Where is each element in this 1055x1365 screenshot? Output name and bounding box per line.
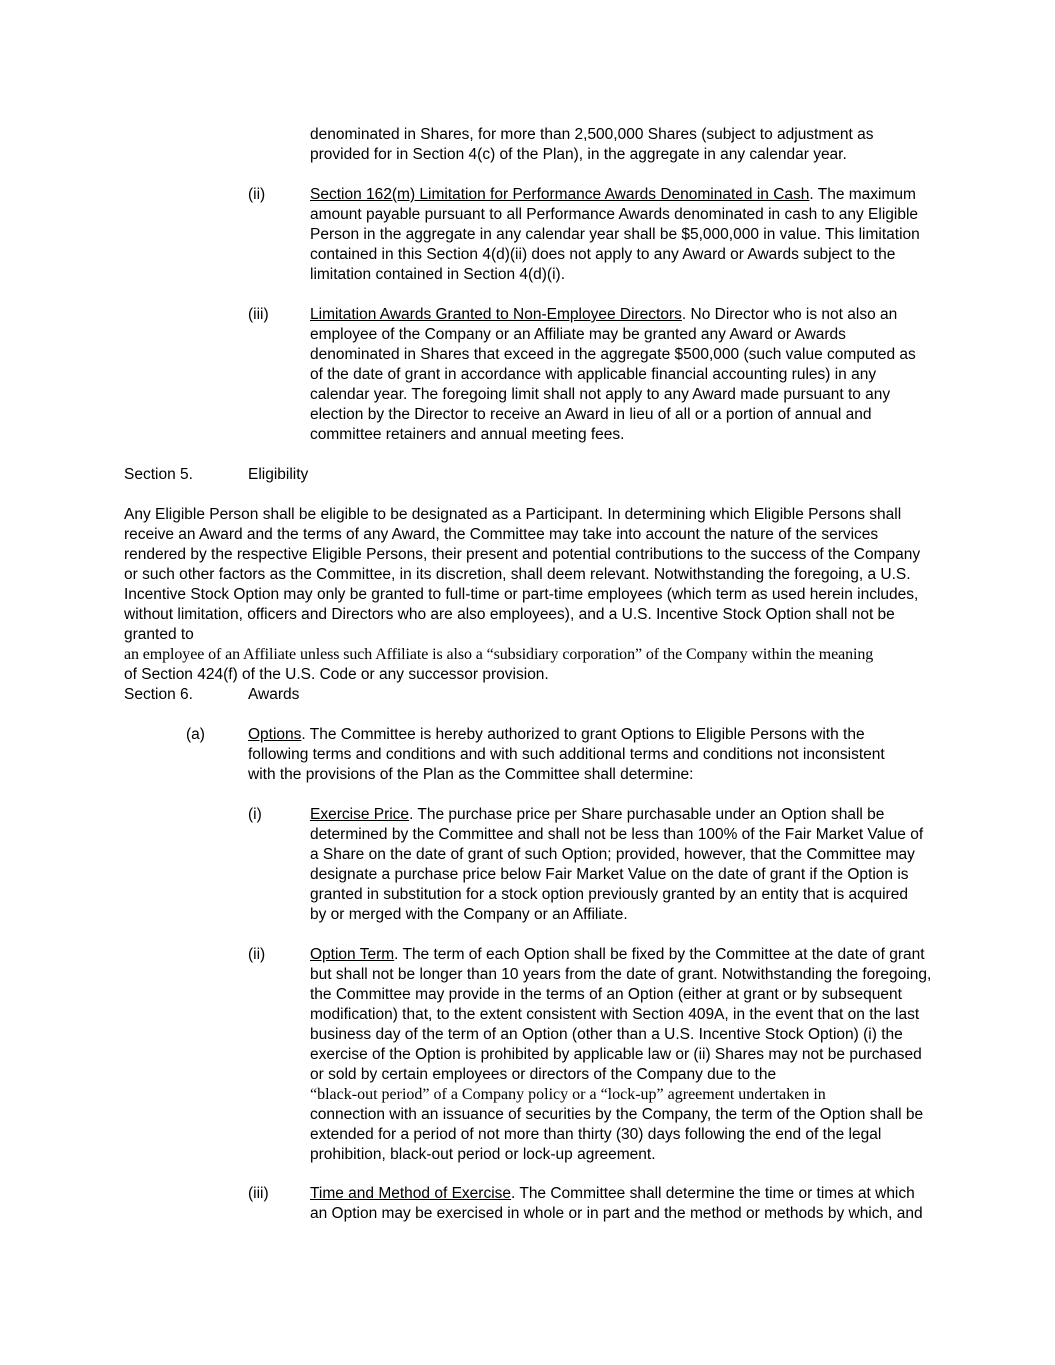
section5-body-part1: Any Eligible Person shall be eligible to be designated as a Participant. In determining which Eligible Persons shall receive an Award and the terms of any Award, the Committee may take into account the nature of the services rendered by the respective Eligible Persons, their present and potential contributions to the success of the Company or such other factors as the Committee, in its discretion, shall deem relevant. Notwithstanding the foregoing, a U.S. Incentive Stock Option may only be granted to full-time or part-time employees (which term as used herein includes, without limitation, officers and Directors who are also employees), and a U.S. Incentive Stock Option shall not be granted to <box>124 506 921 643</box>
item-marker: (ii) <box>248 946 266 963</box>
item-heading: Option Term <box>310 946 395 963</box>
section4-continuation-text: denominated in Shares, for more than 2,500,000 Shares (subject to adjustment as provided for in Section 4(c) of the Plan), in the aggregate in any calendar year. <box>310 126 874 163</box>
section6-item-i <box>310 805 926 925</box>
section6-item-iii <box>310 1184 932 1224</box>
item-marker: (ii) <box>248 186 266 203</box>
section6-subsection-a <box>248 725 908 785</box>
item-body: . The Committee shall determine the time or times at which an Option may be exercised in whole or in part and the method or methods by which, and <box>310 1185 923 1222</box>
section5-body-part3: of Section 424(f) of the U.S. Code or any successor provision. <box>124 666 549 683</box>
item-heading: Time and Method of Exercise <box>310 1185 512 1202</box>
subsection-marker: (a) <box>186 726 205 743</box>
item-heading: Limitation Awards Granted to Non-Employee Directors <box>310 306 682 323</box>
section6-title: Awards <box>248 686 300 703</box>
section6-number: Section 6. <box>124 686 193 703</box>
item-marker: (i) <box>248 806 262 823</box>
item-body-part2: “black-out period” of a Company policy or a “lock-up” agreement undertaken in <box>310 1086 826 1103</box>
item-body: . No Director who is not also an employee of the Company or an Affiliate may be granted any Award or Awards denominated in Shares that exceed in the aggregate $500,000 (such value computed as of the date of grant in accordance with applicable financial accounting rules) in any calendar year. The foregoing limit shall not apply to any Award made pursuant to any election by the Director to receive an Award in lieu of all or a portion of annual and committee retainers and annual meeting fees. <box>310 306 916 443</box>
subsection-body: . The Committee is hereby authorized to grant Options to Eligible Persons with the following terms and conditions and with such additional terms and conditions not inconsistent with the provisions of the Plan as the Committee shall determine: <box>248 726 885 783</box>
section5-body <box>124 505 932 685</box>
item-heading: Exercise Price <box>310 806 410 823</box>
item-body-part1: . The term of each Option shall be fixed by the Committee at the date of grant but shall not be longer than 10 years from the date of grant. Notwithstanding the foregoing, the Committee may provide in the terms of an Option (either at grant or by subsequent modification) that, to the extent consistent with Section 409A, in the event that on the last business day of the term of an Option (other than a U.S. Incentive Stock Option) (i) the exercise of the Option is prohibited by applicable law or (ii) Shares may not be purchased or sold by certain employees or directors of the Company due to the <box>310 946 932 1083</box>
section6-item-ii <box>310 945 932 1165</box>
section5-body-part2: an employee of an Affiliate unless such Affiliate is also a “subsidiary corporation” of the Company within the meaning <box>124 646 874 663</box>
section5-number: Section 5. <box>124 466 193 483</box>
section5-title: Eligibility <box>248 466 309 483</box>
item-marker: (iii) <box>248 1185 269 1202</box>
section4-item-ii <box>310 185 930 285</box>
item-body: . The purchase price per Share purchasable under an Option shall be determined by the Committee and shall not be less than 100% of the Fair Market Value of a Share on the date of grant of such Option; provided, however, that the Committee may designate a purchase price below Fair Market Value on the date of grant if the Option is granted in substitution for a stock option previously granted by an entity that is acquired by or merged with the Company or an Affiliate. <box>310 806 924 923</box>
item-marker: (iii) <box>248 306 269 323</box>
subsection-heading: Options <box>248 726 302 743</box>
section4-item-iii <box>310 305 932 445</box>
item-body: . The maximum amount payable pursuant to all Performance Awards denominated in cash to any Eligible Person in the aggregate in any calendar year shall be $5,000,000 in value. This limitation contained in this Section 4(d)(ii) does not apply to any Award or Awards subject to the limitation contained in Section 4(d)(i). <box>310 186 920 283</box>
item-body-part3: connection with an issuance of securities by the Company, the term of the Option shall be extended for a period of not more than thirty (30) days following the end of the legal prohibition, black-out period or lock-up agreement. <box>310 1106 924 1163</box>
item-heading: Section 162(m) Limitation for Performance Awards Denominated in Cash <box>310 186 810 203</box>
